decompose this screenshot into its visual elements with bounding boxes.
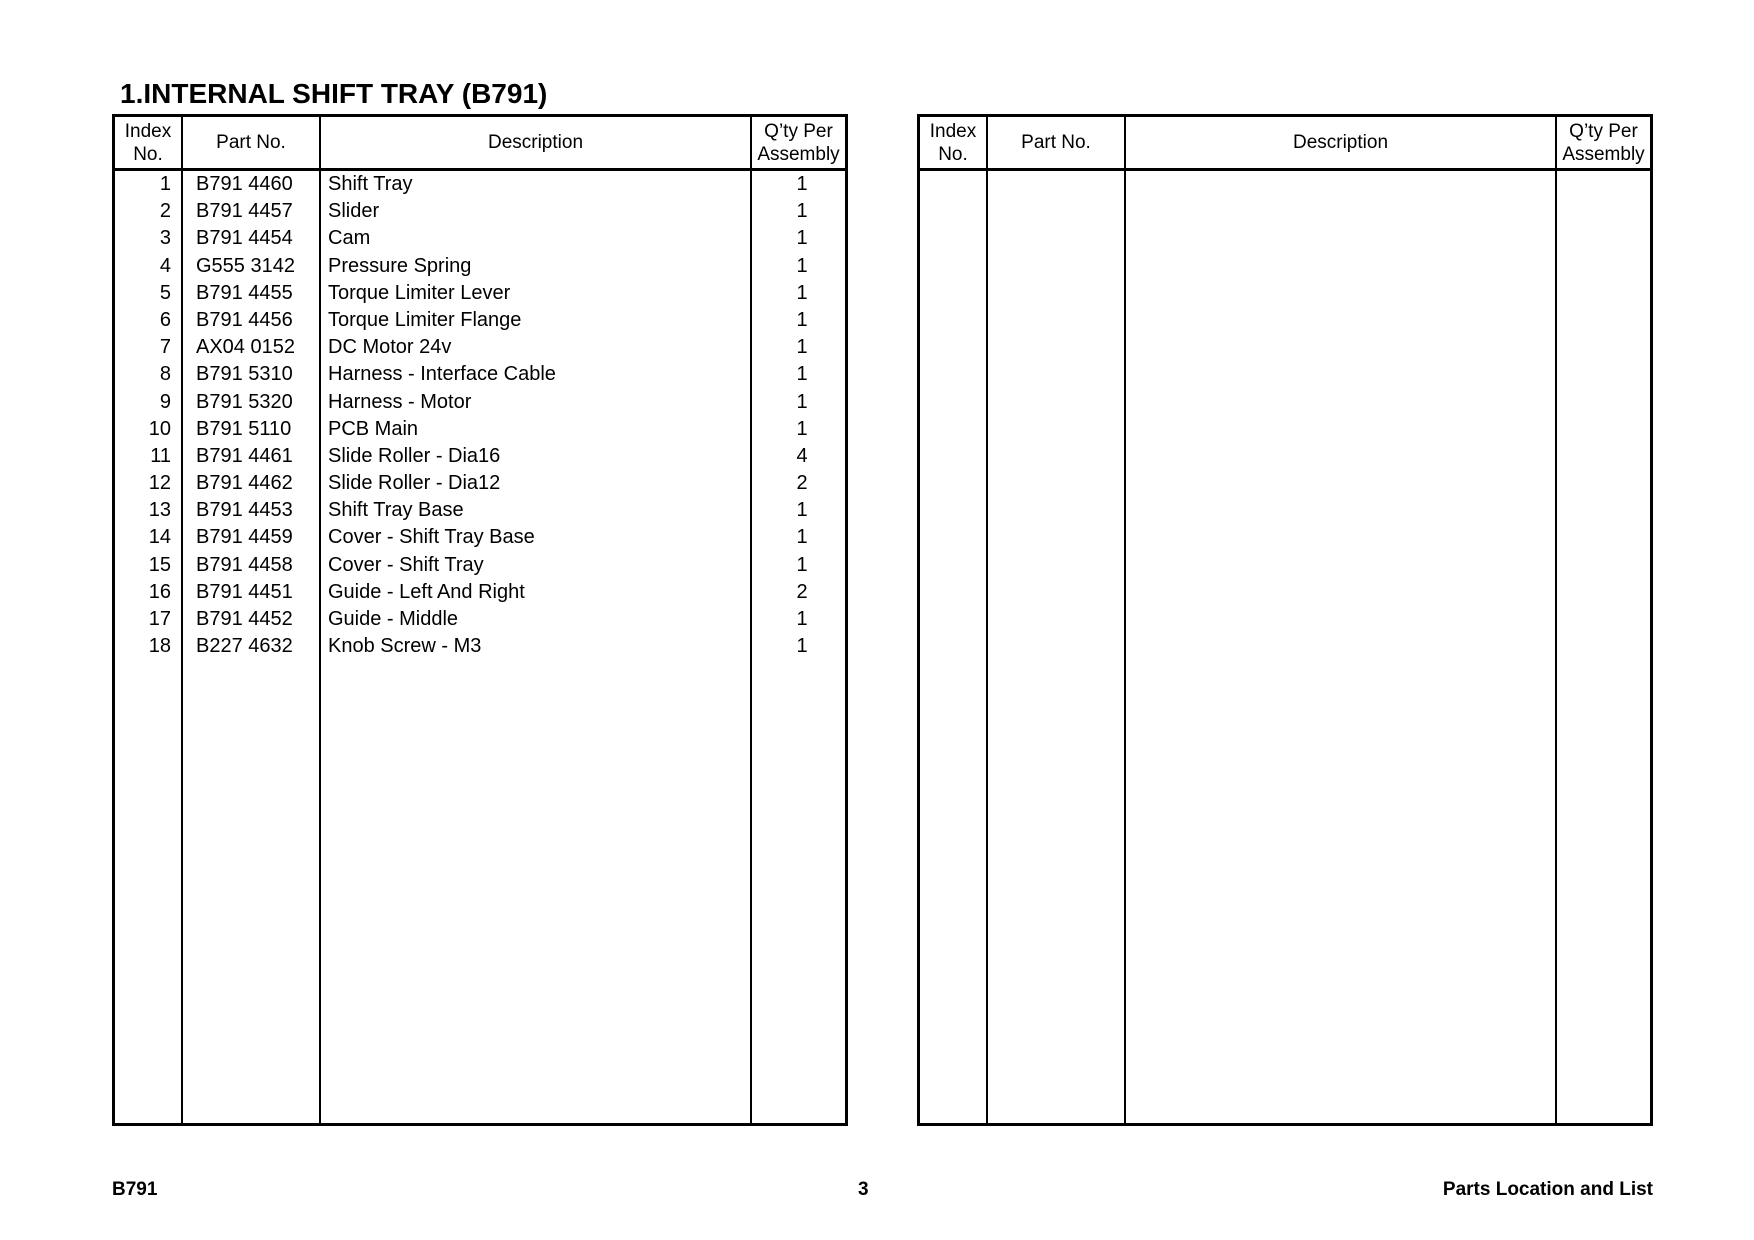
header-description: Description: [1292, 132, 1389, 153]
row-qty: 1: [796, 254, 808, 277]
row-qty: 1: [796, 635, 808, 658]
table-row: [115, 253, 845, 280]
row-description: Shift Tray Base: [328, 499, 464, 522]
row-description: Cover - Shift Tray: [328, 553, 484, 576]
row-index: 14: [148, 526, 171, 549]
header-qty-per-assembly: Q’ty Per Assembly: [757, 120, 840, 165]
table-row: [115, 361, 845, 388]
row-index: 18: [148, 635, 171, 658]
row-qty: 1: [796, 281, 808, 304]
footer-model: B791: [112, 1179, 158, 1200]
header-description: Description: [487, 132, 584, 153]
row-description: Cover - Shift Tray Base: [328, 526, 535, 549]
row-qty: 1: [796, 308, 808, 331]
table-row: [115, 470, 845, 497]
row-qty: 1: [796, 336, 808, 359]
row-description: DC Motor 24v: [328, 336, 452, 359]
row-index: 1: [159, 173, 171, 195]
row-index: 9: [159, 390, 171, 413]
row-index: 5: [159, 281, 171, 304]
row-qty: 1: [796, 526, 808, 549]
table-header: [115, 117, 845, 171]
table-row: [115, 171, 845, 198]
header-index-no: Index No.: [124, 120, 172, 165]
row-description: Slider: [328, 200, 380, 223]
header-part-no: Part No.: [216, 132, 286, 153]
table-row: [115, 606, 845, 633]
row-description: Torque Limiter Lever: [328, 281, 511, 304]
row-part-no: B791 4455: [196, 281, 293, 304]
row-part-no: B791 4458: [196, 553, 293, 576]
column-divider: [1555, 117, 1557, 1123]
footer-page-number: 3: [858, 1179, 869, 1200]
column-divider: [1124, 117, 1126, 1123]
row-description: Guide - Middle: [328, 608, 459, 630]
row-index: 10: [148, 417, 171, 440]
row-part-no: B791 4462: [196, 472, 293, 495]
row-qty: 1: [796, 173, 808, 195]
table-row: [115, 225, 845, 252]
row-index: 15: [148, 553, 171, 576]
row-part-no: B791 5320: [196, 390, 293, 413]
row-part-no: B791 4459: [196, 526, 293, 549]
row-qty: 1: [796, 363, 808, 386]
parts-rows: [115, 171, 845, 660]
row-part-no: B791 4460: [196, 173, 293, 195]
row-qty: 1: [796, 499, 808, 522]
row-index: 11: [150, 444, 171, 467]
row-qty: 4: [796, 444, 808, 467]
column-divider: [986, 117, 988, 1123]
row-qty: 1: [796, 608, 808, 630]
row-part-no: B791 4451: [196, 580, 293, 603]
row-part-no: G555 3142: [196, 254, 295, 277]
row-description: Harness - Interface Cable: [328, 363, 556, 386]
row-description: PCB Main: [328, 417, 419, 440]
row-description: Knob Screw - M3: [328, 635, 482, 658]
row-index: 17: [148, 608, 171, 630]
row-index: 12: [148, 472, 171, 495]
row-index: 2: [159, 200, 171, 223]
page-title: 1.INTERNAL SHIFT TRAY (B791): [120, 78, 548, 109]
table-row: [115, 416, 845, 443]
table-row: [115, 307, 845, 334]
row-part-no: B791 4454: [196, 227, 293, 250]
row-part-no: B791 4456: [196, 308, 293, 331]
table-row: [115, 497, 845, 524]
row-index: 3: [159, 227, 171, 250]
header-part-no: Part No.: [1021, 132, 1091, 153]
row-qty: 2: [796, 580, 808, 603]
row-part-no: B791 5310: [196, 363, 293, 386]
table-header: [920, 117, 1650, 171]
row-qty: 2: [796, 472, 808, 495]
header-index-no: Index No.: [929, 120, 977, 165]
footer-section-title: Parts Location and List: [1442, 1179, 1653, 1200]
row-qty: 1: [796, 227, 808, 250]
row-part-no: B791 4452: [196, 608, 293, 630]
table-row: [115, 443, 845, 470]
row-part-no: B791 4457: [196, 200, 293, 223]
row-description: Pressure Spring: [328, 254, 472, 277]
row-index: 6: [159, 308, 171, 331]
row-qty: 1: [796, 390, 808, 413]
table-row: [115, 334, 845, 361]
row-part-no: B791 4453: [196, 499, 293, 522]
row-description: Slide Roller - Dia16: [328, 444, 501, 467]
table-row: [115, 198, 845, 225]
row-part-no: B791 5110: [196, 417, 292, 440]
row-description: Cam: [328, 227, 371, 250]
row-index: 16: [148, 580, 171, 603]
row-description: Harness - Motor: [328, 390, 472, 413]
row-description: Guide - Left And Right: [328, 580, 525, 603]
row-description: Torque Limiter Flange: [328, 308, 522, 331]
table-row: [115, 579, 845, 606]
row-index: 8: [159, 363, 171, 386]
row-qty: 1: [796, 200, 808, 223]
row-index: 13: [148, 499, 171, 522]
row-part-no: AX04 0152: [196, 336, 295, 359]
row-description: Shift Tray: [328, 173, 413, 195]
parts-table-left: [112, 114, 848, 1126]
row-part-no: B227 4632: [196, 635, 293, 658]
row-index: 7: [159, 336, 171, 359]
table-row: [115, 389, 845, 416]
table-row: [115, 552, 845, 579]
row-part-no: B791 4461: [196, 444, 293, 467]
row-index: 4: [159, 254, 171, 277]
table-row: [115, 524, 845, 551]
row-qty: 1: [796, 417, 808, 440]
table-row: [115, 633, 845, 660]
parts-table-right: [917, 114, 1653, 1126]
header-qty-per-assembly: Q’ty Per Assembly: [1562, 120, 1645, 165]
row-description: Slide Roller - Dia12: [328, 472, 501, 495]
row-qty: 1: [796, 553, 808, 576]
table-row: [115, 280, 845, 307]
